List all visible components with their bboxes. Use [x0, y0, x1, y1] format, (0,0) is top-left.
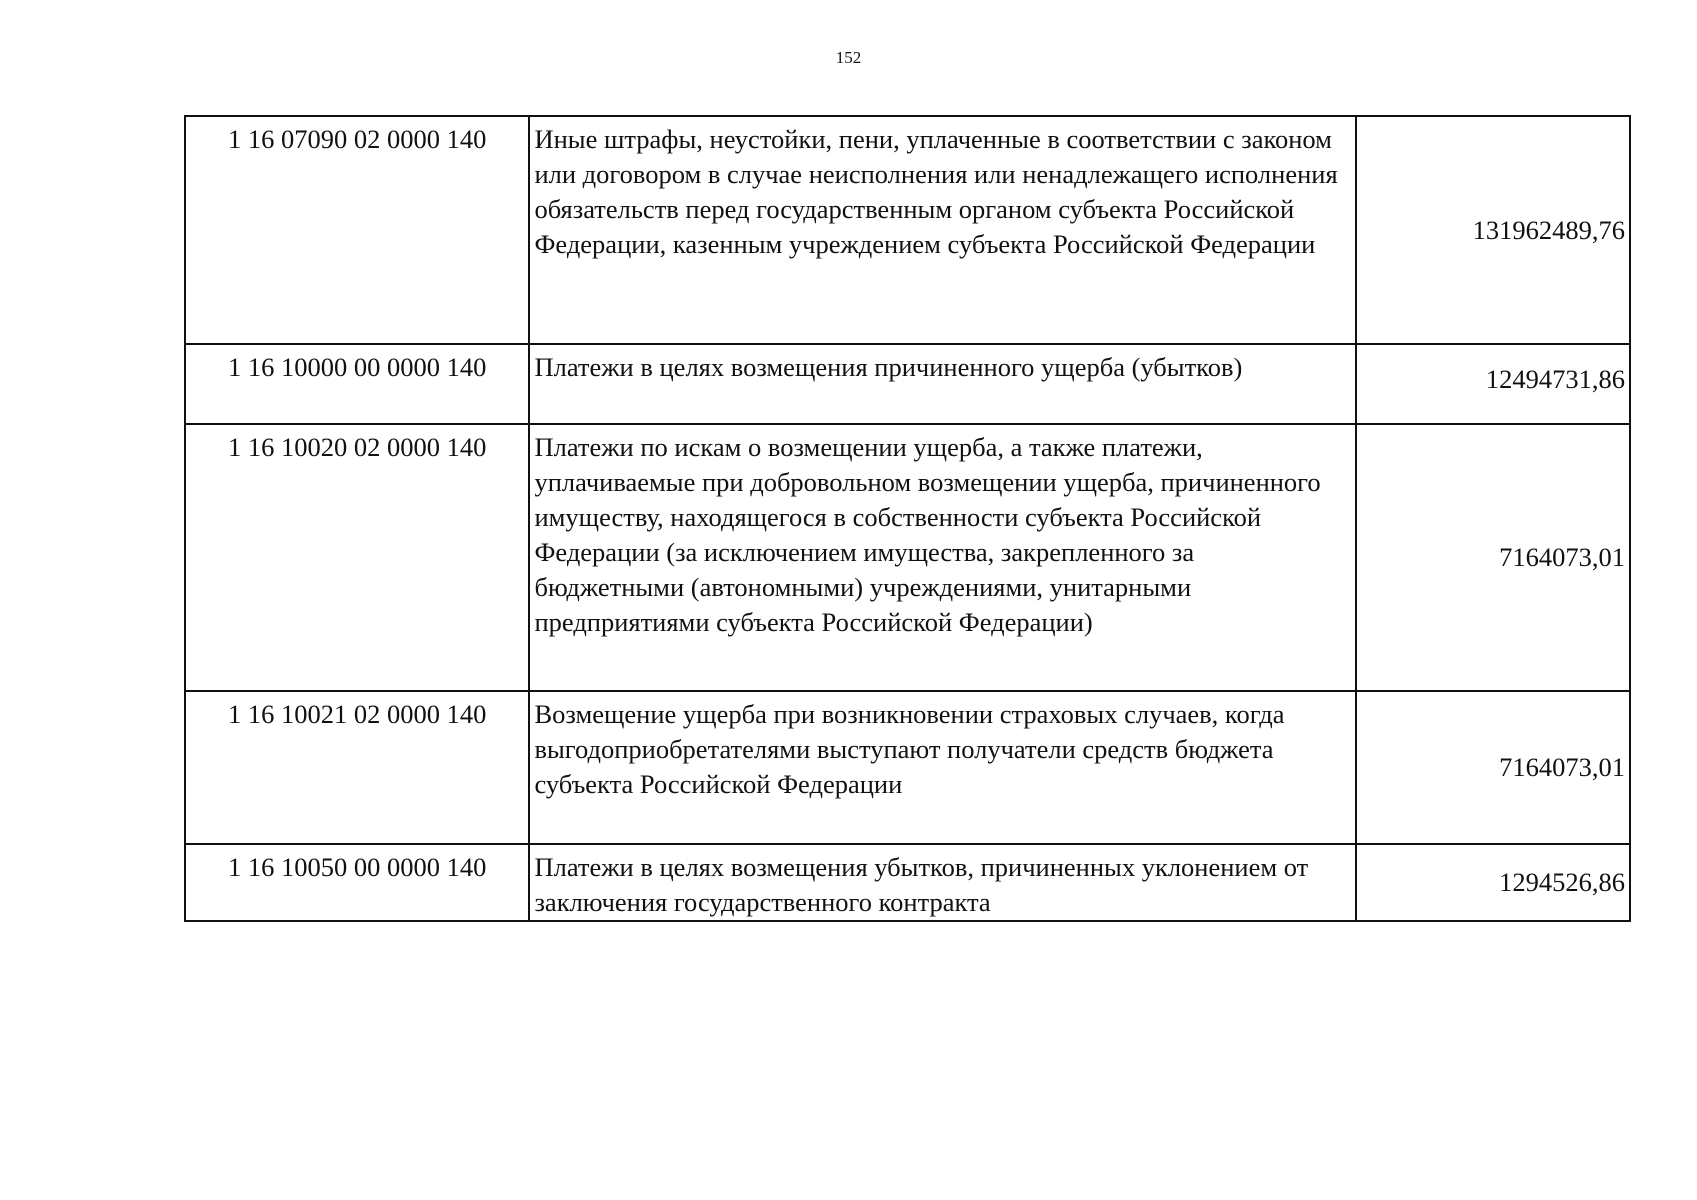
- amount-cell: 12494731,86: [1356, 344, 1630, 424]
- revenue-name-cell: Платежи в целях возмещения убытков, причиненных уклонением от заключения государственного контракта: [529, 844, 1355, 921]
- amount-cell: 1294526,86: [1356, 844, 1630, 921]
- table-row: [185, 116, 1630, 344]
- table-row: [185, 844, 1630, 921]
- table-row: [185, 691, 1630, 844]
- budget-code-cell: 1 16 10000 00 0000 140: [185, 344, 529, 424]
- revenue-name-cell: Иные штрафы, неустойки, пени, уплаченные в соответствии с законом или договором в случае неисполнения или ненадлежащего исполнения обязательств перед государственным органом субъекта Российской Федерации, казенным учреждением субъекта Российской Федерации: [529, 116, 1355, 344]
- amount-cell: 131962489,76: [1356, 116, 1630, 344]
- budget-code-cell: 1 16 10050 00 0000 140: [185, 844, 529, 921]
- revenue-name-cell: Возмещение ущерба при возникновении страховых случаев, когда выгодоприобретателями выступают получатели средств бюджета субъекта Российской Федерации: [529, 691, 1355, 844]
- revenue-table: [184, 115, 1631, 922]
- table-row: [185, 424, 1630, 691]
- budget-code-cell: 1 16 10020 02 0000 140: [185, 424, 529, 691]
- revenue-name-cell: Платежи в целях возмещения причиненного ущерба (убытков): [529, 344, 1355, 424]
- amount-cell: 7164073,01: [1356, 424, 1630, 691]
- budget-code-cell: 1 16 07090 02 0000 140: [185, 116, 529, 344]
- page-number: 152: [835, 48, 862, 67]
- amount-cell: 7164073,01: [1356, 691, 1630, 844]
- table-row: [185, 344, 1630, 424]
- revenue-name-cell: Платежи по искам о возмещении ущерба, а также платежи, уплачиваемые при добровольном возмещении ущерба, причиненного имуществу, находящегося в собственности субъекта Российской Федерации (за исключением имущества, закрепленного за бюджетными (автономными) учреждениями, унитарными предприятиями субъекта Российской Федерации): [529, 424, 1355, 691]
- budget-code-cell: 1 16 10021 02 0000 140: [185, 691, 529, 844]
